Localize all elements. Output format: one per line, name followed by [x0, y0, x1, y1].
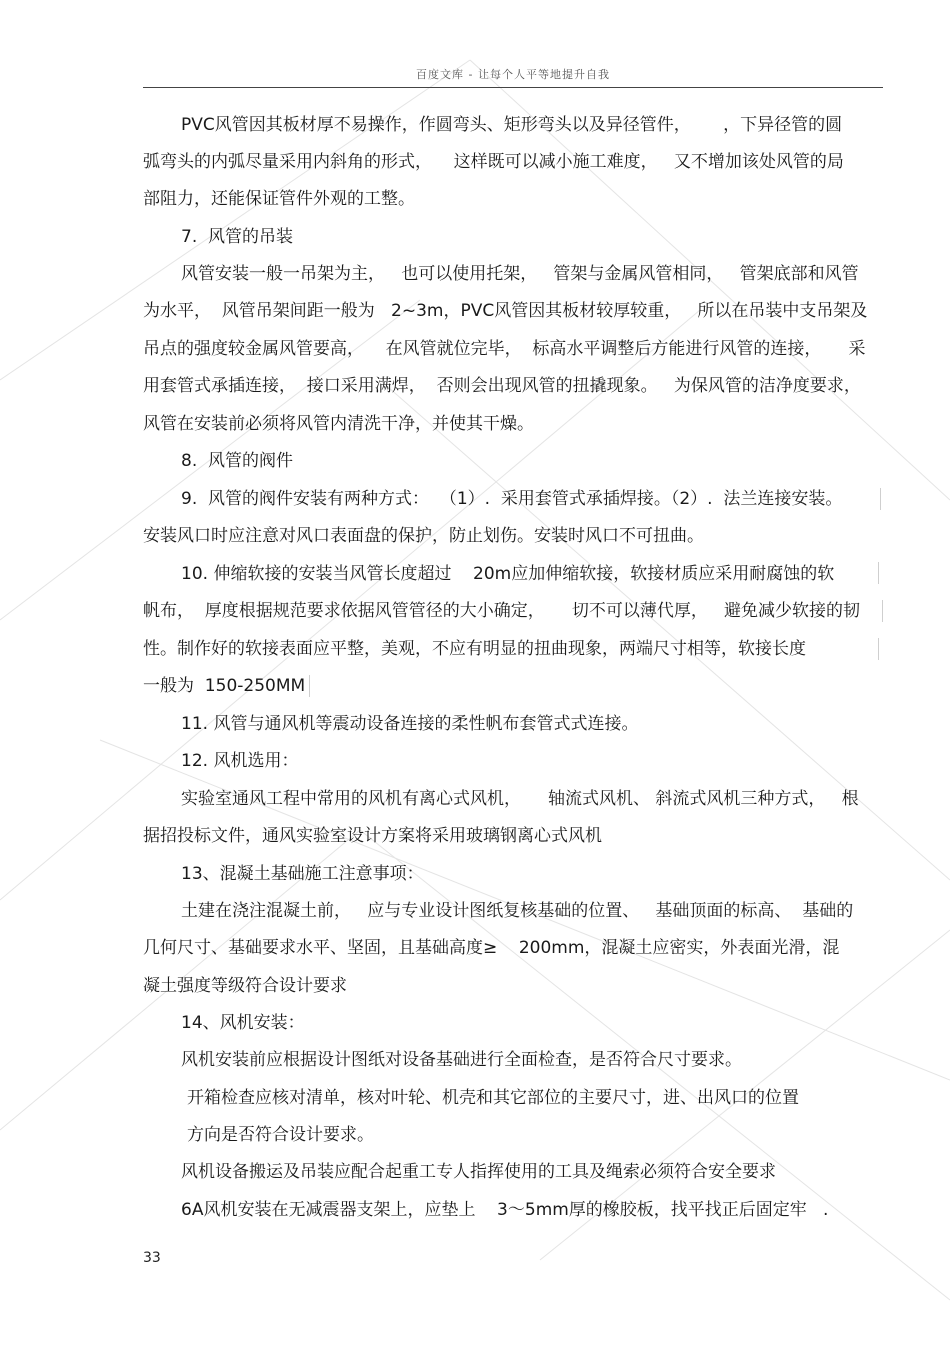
section-heading: 12. 风机选用： — [181, 751, 299, 771]
section-heading: 7. 风管的吊装 — [181, 227, 294, 247]
paragraph-line: 开箱检查应核对清单，核对叶轮、机壳和其它部位的主要尺寸，进、出风口的位置 — [187, 1088, 799, 1108]
paragraph-line: 11. 风管与通风机等震动设备连接的柔性帆布套管式式连接。 — [181, 714, 639, 734]
paragraph-line: 据招投标文件，通风实验室设计方案将采用玻璃钢离心式风机 — [143, 826, 602, 846]
header-divider — [143, 87, 883, 88]
text-box-edge — [878, 638, 879, 660]
paragraph-line: 弧弯头的内弧尽量采用内斜角的形式， 这样既可以减小施工难度， 又不增加该处风管的局 — [143, 152, 844, 172]
paragraph-line: 安装风口时应注意对风口表面盘的保护，防止划伤。安装时风口不可扭曲。 — [143, 526, 704, 546]
paragraph-line: 风管在安装前必须将风管内清洗干净，并使其干燥。 — [143, 414, 534, 434]
paragraph-line: PVC风管因其板材厚不易操作，作圆弯头、矩形弯头以及异径管件， ，下异径管的圆 — [181, 115, 843, 135]
paragraph-line: 部阻力，还能保证管件外观的工整。 — [143, 189, 415, 209]
section-heading: 8. 风管的阀件 — [181, 451, 294, 471]
paragraph-line: 一般为 150-250MM — [143, 676, 306, 696]
paragraph-line: 为水平， 风管吊架间距一般为 2~3m，PVC风管因其板材较厚较重， 所以在吊装中支吊架及 — [143, 301, 868, 321]
paragraph-line: 6A风机安装在无减震器支架上，应垫上 3～5mm厚的橡胶板，找平找正后固定牢 . — [181, 1200, 829, 1220]
section-heading: 14、风机安装： — [181, 1013, 305, 1033]
paragraph-line: 吊点的强度较金属风管要高， 在风管就位完毕， 标高水平调整后方能进行风管的连接， 采 — [143, 339, 866, 359]
text-box-edge — [878, 562, 879, 584]
paragraph-line: 10. 伸缩软接的安装当风管长度超过 20m应加伸缩软接，软接材质应采用耐腐蚀的软 — [181, 564, 835, 584]
text-box-edge — [309, 675, 310, 697]
paragraph-line: 风管安装一般一吊架为主， 也可以使用托架， 管架与金属风管相同， 管架底部和风管 — [181, 264, 859, 284]
paragraph-line: 用套管式承插连接， 接口采用满焊， 否则会出现风管的扭撬现象。 为保风管的洁净度要求， — [143, 376, 861, 396]
page-number: 33 — [143, 1250, 161, 1266]
text-box-edge — [880, 488, 881, 510]
paragraph-line: 风机设备搬运及吊装应配合起重工专人指挥使用的工具及绳索必须符合安全要求 — [181, 1162, 776, 1182]
paragraph-line: 实验室通风工程中常用的风机有离心式风机， 轴流式风机、 斜流式风机三种方式， 根 — [181, 789, 859, 809]
paragraph-line: 凝土强度等级符合设计要求 — [143, 976, 347, 996]
paragraph-line: 风机安装前应根据设计图纸对设备基础进行全面检查，是否符合尺寸要求。 — [181, 1050, 742, 1070]
paragraph-line: 9. 风管的阀件安装有两种方式： （1）. 采用套管式承插焊接。（2）. 法兰连接安装。 — [181, 489, 843, 509]
text-box-edge — [882, 600, 883, 622]
page-header: 百度文库 - 让每个人平等地提升自我 — [416, 68, 610, 81]
section-heading: 13、混凝土基础施工注意事项： — [181, 864, 424, 884]
paragraph-line: 性。制作好的软接表面应平整，美观，不应有明显的扭曲现象，两端尺寸相等，软接长度 — [143, 639, 806, 659]
paragraph-line: 土建在浇注混凝土前， 应与专业设计图纸复核基础的位置、 基础顶面的标高、 基础的 — [181, 901, 854, 921]
paragraph-line: 帆布， 厚度根据规范要求依据风管管径的大小确定， 切不可以薄代厚， 避免减少软接的韧 — [143, 601, 861, 621]
paragraph-line: 几何尺寸、基础要求水平、坚固，且基础高度≥ 200mm，混凝土应密实，外表面光滑，混 — [143, 938, 840, 958]
paragraph-line: 方向是否符合设计要求。 — [187, 1125, 374, 1145]
